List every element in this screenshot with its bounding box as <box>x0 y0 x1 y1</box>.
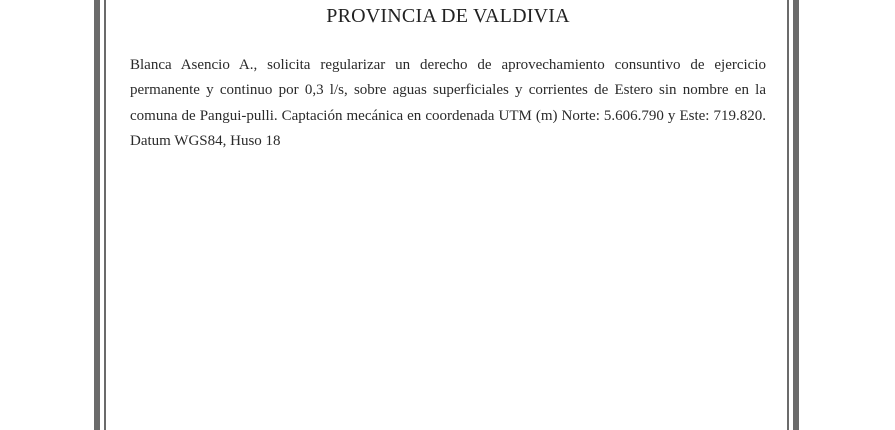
notice-paragraph: Blanca Asencio A., solicita regularizar un derecho de aprovechamiento consuntivo de ejercicio permanente y continuo por 0,3 l/s, sobre aguas superficiales y corrientes de Estero sin nombre en la comuna de Pangui-pulli. Captación mecánica en coordenada UTM (m) Norte: 5.606.790 y Este: 719.820. Datum WGS84, Huso 18 <box>130 57 766 149</box>
right-border-inner-rule <box>787 0 789 430</box>
province-heading: PROVINCIA DE VALDIVIA <box>326 5 570 27</box>
document-content <box>130 0 766 154</box>
right-border-outer-rule <box>793 0 799 430</box>
left-border-outer-rule <box>94 0 100 430</box>
left-border-inner-rule <box>104 0 106 430</box>
